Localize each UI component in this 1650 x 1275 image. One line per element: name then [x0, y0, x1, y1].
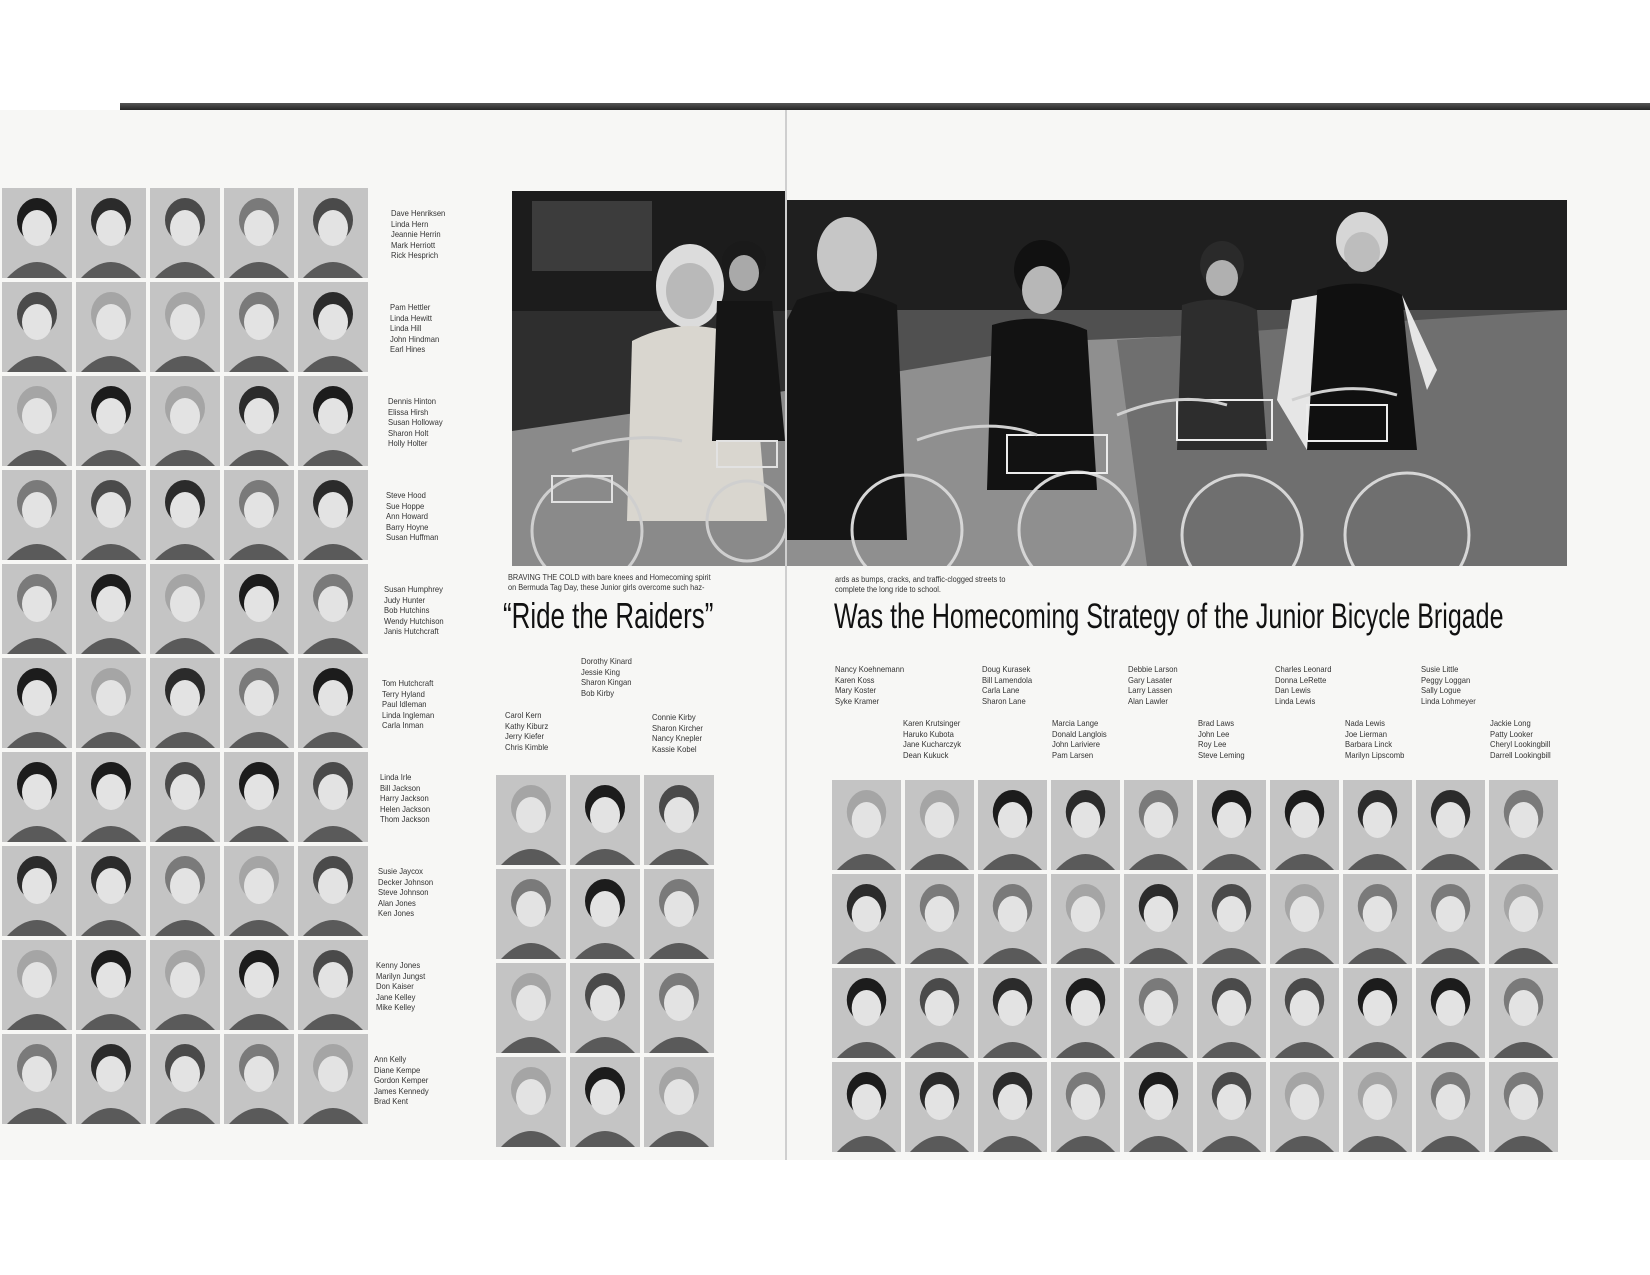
student-portrait [76, 846, 146, 936]
student-portrait [1270, 874, 1339, 964]
student-portrait [1051, 780, 1120, 870]
student-name: Brad Laws [1198, 718, 1235, 728]
student-name: Linda Lohmeyer [1421, 695, 1476, 706]
name-list [903, 718, 961, 760]
student-portrait [905, 874, 974, 964]
student-portrait [1343, 1062, 1412, 1152]
student-name: Jeannie Herrin [391, 229, 441, 240]
student-portrait [1124, 780, 1193, 870]
student-name: Judy Hunter [384, 594, 426, 605]
student-name: Janis Hutchcraft [384, 626, 439, 637]
student-name: Dan Lewis [1275, 685, 1311, 696]
middle-names-left: Carol Kern Kathy Kiburz Jerry Kiefer Chris Kimble [505, 710, 549, 752]
student-portrait [76, 564, 146, 654]
name-list [1275, 664, 1331, 706]
student-name: Jane Kelley [376, 991, 416, 1002]
student-portrait [1197, 1062, 1266, 1152]
student-name: James Kennedy [374, 1085, 429, 1096]
middle-portrait-grid [496, 775, 711, 1147]
student-name: John Lariviere [1052, 739, 1100, 750]
student-portrait [224, 188, 294, 278]
student-portrait [496, 775, 566, 865]
student-portrait [570, 775, 640, 865]
student-name: Alan Lawler [1128, 695, 1168, 706]
student-name: Donald Langlois [1052, 728, 1107, 739]
student-portrait [224, 1034, 294, 1124]
student-portrait [76, 282, 146, 372]
student-portrait [1270, 1062, 1339, 1152]
student-name: Linda Lewis [1275, 695, 1316, 706]
photo-caption-right: ards as bumps, cracks, and traffic-clogged streets to complete the long ride to school. [835, 575, 1006, 594]
student-portrait [644, 1057, 714, 1147]
student-name: Dean Kukuck [903, 749, 949, 760]
student-name: Marilyn Jungst [376, 970, 426, 981]
name-list [1345, 718, 1404, 760]
headline-left: “Ride the Raiders” [503, 595, 714, 636]
student-name: Bob Hutchins [384, 605, 430, 616]
student-portrait [150, 470, 220, 560]
student-portrait [2, 658, 72, 748]
bicycle-photo-left-half [512, 191, 785, 566]
student-portrait [298, 1034, 368, 1124]
student-portrait [2, 564, 72, 654]
student-portrait [150, 658, 220, 748]
student-portrait [2, 376, 72, 466]
student-portrait [1489, 1062, 1558, 1152]
student-name: Helen Jackson [380, 803, 431, 814]
student-portrait [832, 1062, 901, 1152]
student-name: Nada Lewis [1345, 718, 1385, 728]
student-name: Elissa Hirsh [388, 406, 429, 417]
student-portrait [1124, 968, 1193, 1058]
student-name: Marilyn Lipscomb [1345, 749, 1405, 760]
name-list [835, 664, 904, 706]
student-name: Sue Hoppe [386, 500, 425, 511]
student-name: Sally Logue [1421, 685, 1461, 696]
student-name: Charles Leonard [1275, 664, 1332, 674]
student-portrait [1197, 874, 1266, 964]
student-name: Linda Irle [380, 772, 412, 782]
student-portrait [298, 658, 368, 748]
student-name: Gary Lasater [1128, 674, 1173, 685]
student-name: Susan Huffman [386, 532, 439, 543]
student-portrait [496, 869, 566, 959]
student-portrait [978, 968, 1047, 1058]
student-name: Steve Leming [1198, 749, 1245, 760]
student-portrait [832, 968, 901, 1058]
right-page [787, 110, 1650, 1160]
student-portrait [496, 1057, 566, 1147]
student-portrait [298, 752, 368, 842]
student-portrait [1270, 780, 1339, 870]
student-name: Pam Larsen [1052, 749, 1094, 760]
student-portrait [150, 846, 220, 936]
name-list [384, 584, 444, 637]
name-list [1128, 664, 1178, 706]
student-portrait [570, 963, 640, 1053]
student-portrait [1051, 1062, 1120, 1152]
student-name: Pam Hettler [390, 302, 431, 312]
student-portrait [298, 940, 368, 1030]
name-list [982, 664, 1032, 706]
middle-names-right: Connie Kirby Sharon Kircher Nancy Knepler Kassie Kobel [652, 712, 703, 754]
student-name: Debbie Larson [1128, 664, 1178, 674]
student-portrait [224, 846, 294, 936]
student-portrait [150, 752, 220, 842]
student-name: Jane Kucharczyk [903, 739, 962, 750]
student-name: Linda Hill [390, 323, 422, 334]
name-list [390, 302, 439, 355]
student-portrait [1489, 874, 1558, 964]
student-name: Harry Jackson [380, 793, 429, 804]
student-portrait [1416, 1062, 1485, 1152]
student-portrait [978, 874, 1047, 964]
student-portrait [76, 188, 146, 278]
student-name: Larry Lassen [1128, 685, 1173, 696]
student-portrait [978, 780, 1047, 870]
student-portrait [298, 282, 368, 372]
student-portrait [1343, 968, 1412, 1058]
student-name: Barbara Linck [1345, 739, 1393, 750]
student-portrait [644, 869, 714, 959]
student-portrait [1124, 874, 1193, 964]
student-portrait [1051, 968, 1120, 1058]
student-portrait [1489, 968, 1558, 1058]
middle-names-top: Dorothy Kinard Jessie King Sharon Kingan Bob Kirby [581, 656, 632, 698]
student-portrait [644, 775, 714, 865]
student-portrait [2, 470, 72, 560]
student-name: John Hindman [390, 333, 440, 344]
student-portrait [150, 1034, 220, 1124]
student-portrait [905, 780, 974, 870]
student-portrait [1343, 780, 1412, 870]
student-name: Peggy Loggan [1421, 674, 1471, 685]
student-portrait [76, 470, 146, 560]
name-list [1052, 718, 1107, 760]
student-portrait [298, 846, 368, 936]
left-page [0, 110, 785, 1160]
student-name: Haruko Kubota [903, 728, 954, 739]
student-portrait [150, 188, 220, 278]
student-portrait [832, 874, 901, 964]
student-name: Susie Little [1421, 664, 1459, 674]
student-name: Roy Lee [1198, 739, 1227, 750]
student-portrait [905, 968, 974, 1058]
student-portrait [150, 564, 220, 654]
student-name: Holly Holter [388, 438, 428, 449]
student-name: Sharon Holt [388, 427, 429, 438]
student-name: Ken Jones [378, 908, 415, 919]
student-portrait [1489, 780, 1558, 870]
name-list [380, 772, 430, 825]
student-name: Diane Kempe [374, 1064, 421, 1075]
student-portrait [150, 282, 220, 372]
student-name: Doug Kurasek [982, 664, 1031, 674]
bicycle-photo-right-half [787, 200, 1567, 566]
student-portrait [1197, 780, 1266, 870]
right-portrait-grid [832, 780, 1558, 1152]
student-portrait [76, 376, 146, 466]
student-portrait [298, 564, 368, 654]
student-name: John Lee [1198, 728, 1230, 739]
name-list [391, 208, 445, 261]
student-name: Syke Kramer [835, 695, 880, 706]
student-portrait [1270, 968, 1339, 1058]
student-portrait [298, 376, 368, 466]
student-name: Steve Hood [386, 490, 426, 500]
left-portrait-grid [2, 188, 369, 1124]
student-portrait [1197, 968, 1266, 1058]
student-name: Darrell Lookingbill [1490, 749, 1551, 760]
student-name: Jackie Long [1490, 718, 1531, 728]
student-portrait [2, 846, 72, 936]
student-name: Terry Hyland [382, 688, 425, 699]
student-portrait [1416, 780, 1485, 870]
student-portrait [224, 470, 294, 560]
student-name: Dave Henriksen [391, 208, 446, 218]
student-portrait [978, 1062, 1047, 1152]
student-name: Linda Hewitt [390, 312, 433, 323]
student-portrait [224, 564, 294, 654]
student-portrait [570, 869, 640, 959]
student-name: Linda Ingleman [382, 709, 435, 720]
student-name: Wendy Hutchison [384, 615, 444, 626]
student-portrait [298, 188, 368, 278]
student-name: Rick Hesprich [391, 250, 439, 261]
student-name: Kenny Jones [376, 960, 421, 970]
student-name: Barry Hoyne [386, 521, 429, 532]
student-portrait [905, 1062, 974, 1152]
student-portrait [224, 376, 294, 466]
student-name: Carla Inman [382, 720, 424, 731]
student-portrait [1124, 1062, 1193, 1152]
student-portrait [570, 1057, 640, 1147]
student-name: Mary Koster [835, 685, 877, 696]
student-name: Alan Jones [378, 897, 416, 908]
photo-caption-left: BRAVING THE COLD with bare knees and Homecoming spirit on Bermuda Tag Day, these Junior girls overcome such haz- [508, 573, 711, 592]
student-portrait [2, 188, 72, 278]
student-name: Susan Humphrey [384, 584, 443, 594]
student-name: Bill Jackson [380, 782, 421, 793]
student-portrait [298, 470, 368, 560]
student-name: Ann Kelly [374, 1054, 407, 1064]
name-list [1490, 718, 1551, 760]
student-name: Joe Lierman [1345, 728, 1388, 739]
student-portrait [2, 940, 72, 1030]
student-name: Earl Hines [390, 344, 426, 355]
student-name: Donna LeRette [1275, 674, 1327, 685]
student-portrait [496, 963, 566, 1053]
student-name: Patty Looker [1490, 728, 1533, 739]
student-name: Marcia Lange [1052, 718, 1099, 728]
student-portrait [832, 780, 901, 870]
student-portrait [1416, 874, 1485, 964]
student-portrait [224, 940, 294, 1030]
student-name: Thom Jackson [380, 814, 430, 825]
student-name: Carla Lane [982, 685, 1020, 696]
student-name: Karen Krutsinger [903, 718, 961, 728]
student-name: Paul Idleman [382, 699, 427, 710]
student-name: Linda Hern [391, 218, 429, 229]
student-name: Nancy Koehnemann [835, 664, 905, 674]
student-name: Mark Herriott [391, 239, 436, 250]
student-portrait [224, 752, 294, 842]
student-name: Sharon Lane [982, 695, 1026, 706]
student-name: Brad Kent [374, 1096, 408, 1107]
student-portrait [150, 376, 220, 466]
student-name: Susan Holloway [388, 417, 443, 428]
student-portrait [76, 940, 146, 1030]
name-list [388, 396, 443, 449]
name-list [382, 678, 434, 731]
student-portrait [224, 282, 294, 372]
student-name: Steve Johnson [378, 887, 429, 898]
name-list [1421, 664, 1476, 706]
student-name: Don Kaiser [376, 981, 414, 992]
name-list [386, 490, 438, 543]
student-portrait [1051, 874, 1120, 964]
name-list [374, 1054, 429, 1107]
student-portrait [2, 752, 72, 842]
name-list [378, 866, 433, 919]
student-portrait [2, 1034, 72, 1124]
student-name: Susie Jaycox [378, 866, 423, 876]
student-portrait [76, 658, 146, 748]
student-portrait [224, 658, 294, 748]
student-portrait [76, 1034, 146, 1124]
student-portrait [2, 282, 72, 372]
headline-right: Was the Homecoming Strategy of the Junior Bicycle Brigade [834, 597, 1504, 636]
student-portrait [644, 963, 714, 1053]
student-name: Dennis Hinton [388, 396, 436, 406]
name-list [376, 960, 425, 1013]
student-name: Decker Johnson [378, 876, 434, 887]
student-portrait [150, 940, 220, 1030]
student-name: Ann Howard [386, 511, 429, 522]
student-name: Cheryl Lookingbill [1490, 739, 1551, 750]
student-portrait [1343, 874, 1412, 964]
name-list [1198, 718, 1245, 760]
student-name: Tom Hutchcraft [382, 678, 434, 688]
student-name: Bill Lamendola [982, 674, 1033, 685]
student-name: Gordon Kemper [374, 1075, 429, 1086]
student-name: Karen Koss [835, 674, 875, 685]
student-name: Mike Kelley [376, 1002, 416, 1013]
student-portrait [76, 752, 146, 842]
student-portrait [1416, 968, 1485, 1058]
